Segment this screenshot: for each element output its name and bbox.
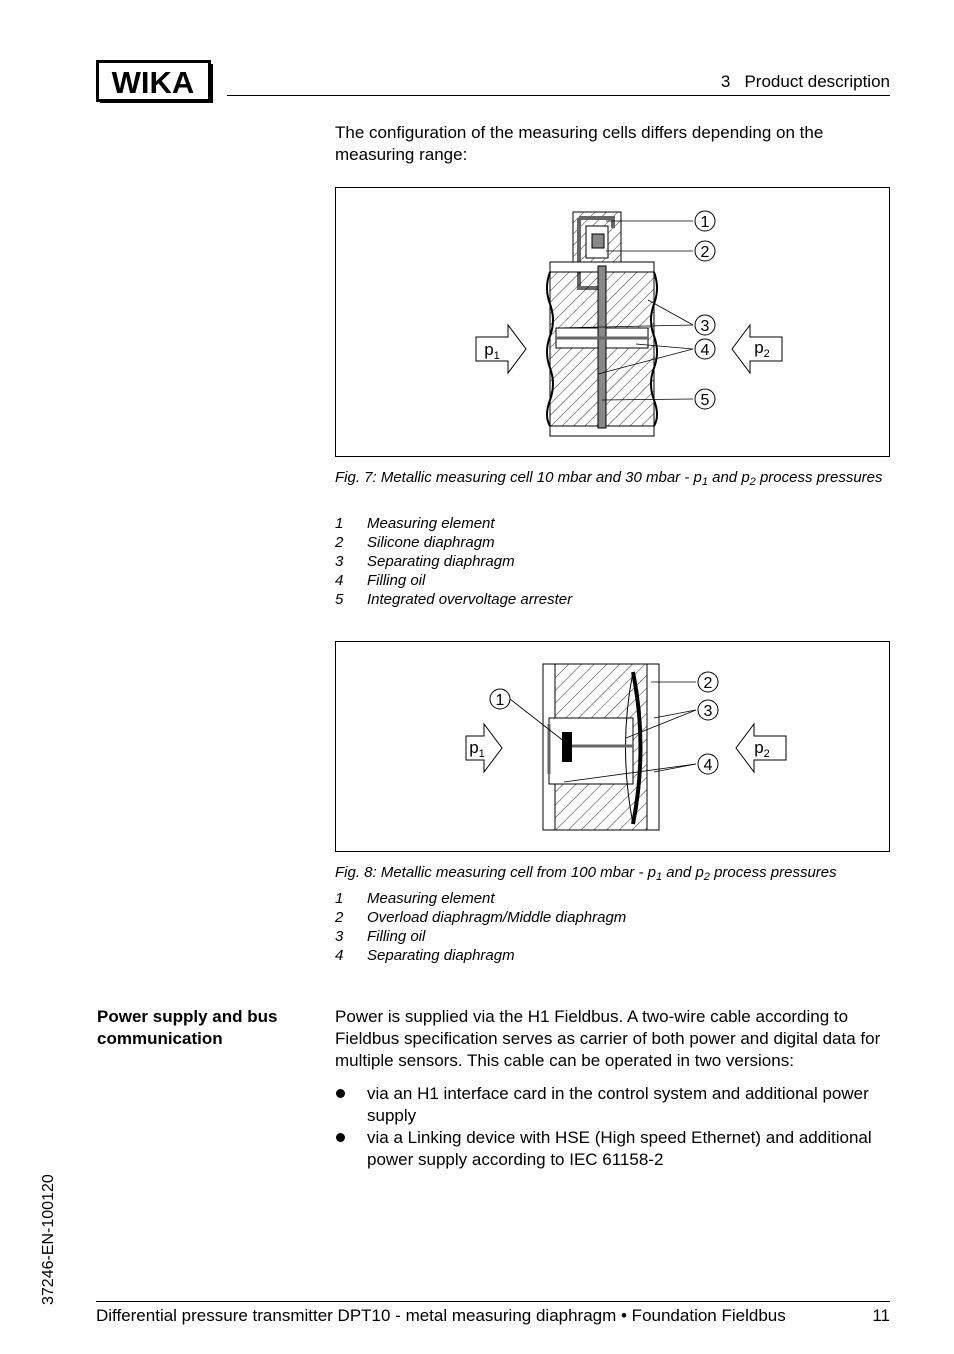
fig7-p2-arrow xyxy=(732,325,782,373)
svg-text:p1: $p_1$ xyxy=(484,340,500,362)
fig7-legend xyxy=(335,514,890,609)
svg-text:p2: $p_2$ xyxy=(754,338,770,360)
wika-logo xyxy=(96,60,214,104)
fig7-callout-1 xyxy=(695,211,715,231)
legend-item: 2 Silicone diaphragm xyxy=(335,534,495,551)
fig8-callout-1 xyxy=(490,689,510,709)
logo-text: WIKA xyxy=(111,65,195,100)
fig8-p1-arrow xyxy=(466,724,502,772)
legend-item: 1 Measuring element xyxy=(335,890,495,907)
legend-item: 3 Filling oil xyxy=(335,928,426,945)
svg-text:p1: $p_1$ xyxy=(469,738,485,760)
page-number: 11 xyxy=(872,1306,890,1325)
bullet-icon xyxy=(336,1133,345,1142)
header-rule xyxy=(227,95,890,96)
fig8-callout-4 xyxy=(698,754,718,774)
svg-text:1: 1 xyxy=(495,692,505,709)
svg-text:3: 3 xyxy=(700,318,710,335)
bullet-icon xyxy=(336,1089,345,1098)
fig7-callout-3 xyxy=(695,315,715,335)
legend-item: 5 Integrated overvoltage arrester xyxy=(335,591,573,608)
figure-7 xyxy=(335,187,890,457)
svg-text:3: 3 xyxy=(703,703,713,720)
fig8-callout-3 xyxy=(698,700,718,720)
figure-8 xyxy=(335,641,890,852)
legend-item: 1 Measuring element xyxy=(335,515,495,532)
svg-text:1: 1 xyxy=(700,214,710,231)
legend-item: 2 Overload diaphragm/Middle diaphragm xyxy=(335,909,627,926)
svg-text:4: 4 xyxy=(700,342,710,359)
fig8-sensor xyxy=(562,732,572,762)
legend-item: 4 Filling oil xyxy=(335,572,426,589)
power-bullets xyxy=(335,1083,890,1171)
fig7-p1-arrow xyxy=(476,325,526,373)
svg-text:4: 4 xyxy=(703,757,713,774)
svg-text:5: 5 xyxy=(700,392,710,409)
fig8-legend xyxy=(335,889,890,965)
footer-rule xyxy=(96,1301,890,1302)
fig7-caption: Fig. 7: Metallic measuring cell 10 mbar and 30 mbar - $p_1$ and $p_2$ process pressures xyxy=(335,469,883,488)
intro-paragraph: The configuration of the measuring cells differs depending on the measuring range: xyxy=(335,123,824,164)
footer-title: Differential pressure transmitter DPT10 - metal measuring diaphragm • Foundation Fieldbus xyxy=(96,1306,786,1325)
fig8-p2-arrow xyxy=(736,724,786,772)
fig8-drawing xyxy=(336,642,889,851)
fig7-callout-2 xyxy=(695,241,715,261)
power-heading: Power supply and bus communication xyxy=(97,1007,278,1048)
list-item: via a Linking device with HSE (High speed Ethernet) and additional power supply according to IEC 61158-2 xyxy=(335,1127,890,1171)
section-title: 3 Product description xyxy=(720,72,890,91)
fig8-caption: Fig. 8: Metallic measuring cell from 100 mbar - $p_1$ and $p_2$ process pressures xyxy=(335,864,837,883)
svg-text:p2: $p_2$ xyxy=(754,738,770,760)
legend-item: 4 Separating diaphragm xyxy=(335,947,515,964)
fig8-callout-2 xyxy=(698,672,718,692)
legend-item: 3 Separating diaphragm xyxy=(335,553,515,570)
fig7-callout-4 xyxy=(695,339,715,359)
power-paragraph: Power is supplied via the H1 Fieldbus. A two-wire cable according to Fieldbus specification serves as carrier of both power and digital data for multiple sensors. This cable can be operated in two versions: xyxy=(335,1007,881,1070)
fig7-drawing xyxy=(336,188,889,456)
svg-text:2: 2 xyxy=(703,675,713,692)
document-id: 37246-EN-100120 xyxy=(40,1174,57,1305)
list-item: via an H1 interface card in the control system and additional power supply xyxy=(335,1083,890,1127)
svg-text:2: 2 xyxy=(700,244,710,261)
fig7-callout-5 xyxy=(695,389,715,409)
